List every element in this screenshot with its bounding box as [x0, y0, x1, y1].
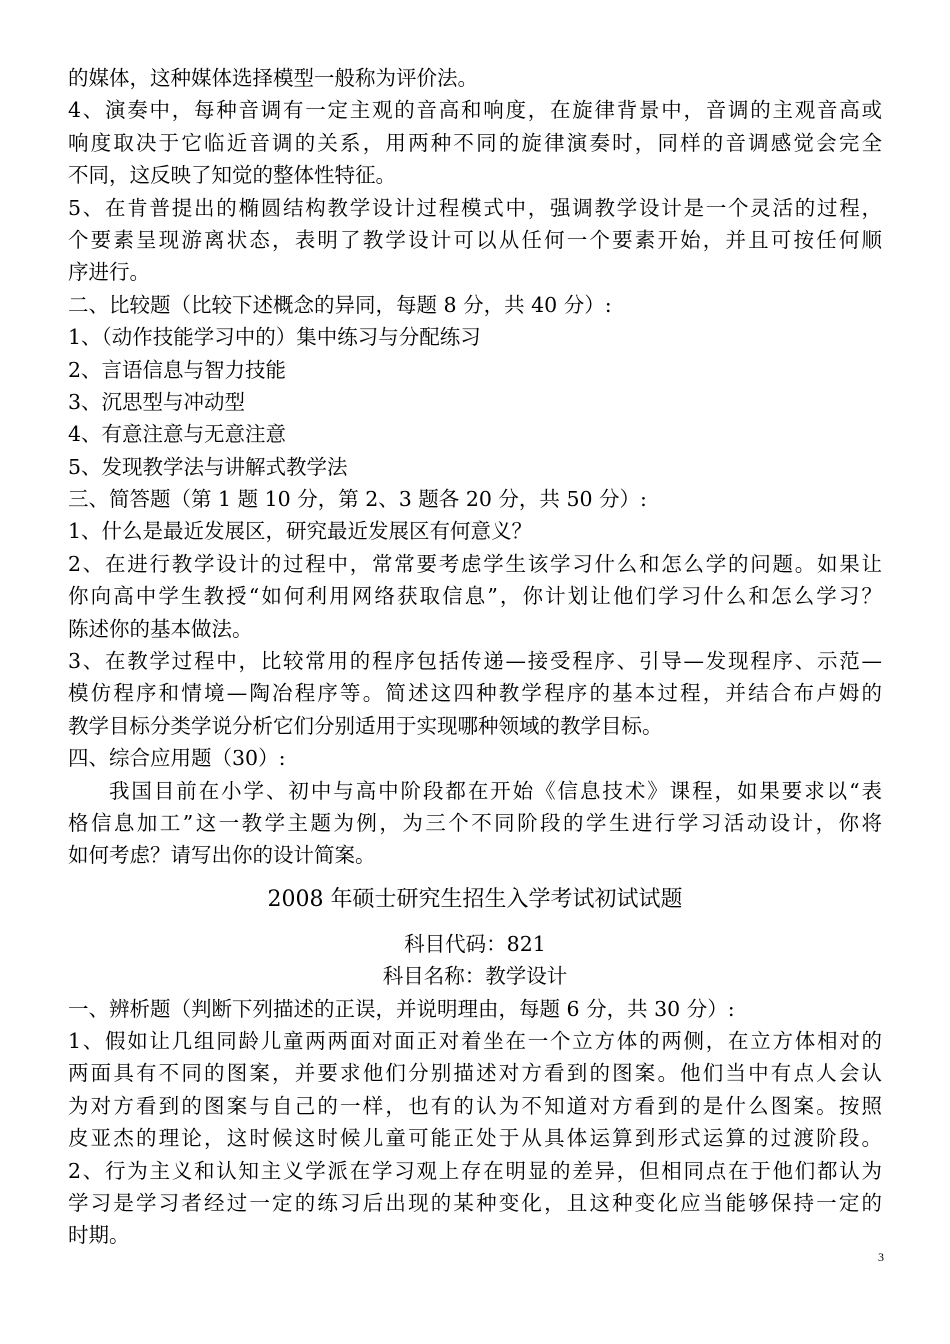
application-paragraph	[68, 775, 882, 872]
question-1: 1、什么是最近发展区，研究最近发展区有何意义？	[68, 519, 533, 544]
question-2	[68, 548, 882, 645]
section-heading-short-answer: 三、简答题（第 1 题 10 分，第 2、3 题各 20 分，共 50 分）:	[68, 487, 647, 512]
subject-code: 科目代码：821	[404, 931, 546, 956]
text-line: 我国目前在小学、初中与高中阶段都在开始《信息技术》课程，如果要求以“表	[109, 778, 882, 803]
comparison-list	[68, 321, 882, 483]
text-line: 不同，这反映了知觉的整体性特征。	[68, 163, 396, 188]
subject-name: 科目名称：教学设计	[382, 964, 568, 989]
text-line: 1、假如让几组同龄儿童两两面对面正对着坐在一个立方体的两侧，在立方体相对的	[68, 1028, 882, 1053]
text-line: 的媒体，这种媒体选择模型一般称为评价法。	[68, 66, 478, 90]
item-5-paragraph	[68, 192, 882, 289]
text-line: 5、在肯普提出的椭圆结构教学设计过程模式中，强调教学设计是一个灵活的过程，	[68, 195, 882, 220]
text-line: 模仿程序和情境—陶冶程序等。简述这四种教学程序的基本过程，并结合布卢姆的	[68, 681, 882, 706]
text-line: 两面具有不同的图案，并要求他们分别描述对方看到的图案。他们当中有点人会认	[68, 1061, 882, 1086]
text-line: 陈述你的基本做法。	[68, 616, 253, 641]
text-line: 时期。	[68, 1223, 130, 1248]
text-line: 格信息加工”这一教学主题为例，为三个不同阶段的学生进行学习活动设计，你将	[68, 810, 882, 835]
text-line: 学习是学习者经过一定的练习后出现的某种变化，且这种变化应当能够保持一定的	[68, 1190, 882, 1215]
text-line: 教学目标分类学说分析它们分别适用于实现哪种领域的教学目标。	[68, 713, 663, 738]
list-item: 4、有意注意与无意注意	[68, 422, 287, 447]
text-line: 如何考虑？请写出你的设计简案。	[68, 843, 376, 868]
exam-title: 2008 年硕士研究生招生入学考试初试试题	[267, 886, 683, 912]
text-line: 响度取决于它临近音调的关系，用两种不同的旋律演奏时，同样的音调感觉会完全	[68, 130, 882, 155]
section-heading-application: 四、综合应用题（30）:	[68, 746, 286, 771]
text-line: 序进行。	[68, 260, 150, 285]
text-line: 2、行为主义和认知主义学派在学习观上存在明显的差异，但相同点在于他们都认为	[68, 1158, 882, 1183]
list-item: 5、发现教学法与讲解式教学法	[68, 454, 348, 479]
question-3	[68, 645, 882, 742]
list-item: 3、沉思型与冲动型	[68, 389, 246, 414]
text-line: 3、在教学过程中，比较常用的程序包括传递—接受程序、引导—发现程序、示范—	[68, 649, 882, 674]
analysis-question-2	[68, 1155, 882, 1252]
text-line: 为对方看到的图案与自己的一样，也有的认为不知道对方看到的是什么图案。按照	[68, 1093, 882, 1118]
text-line: 个要素呈现游离状态，表明了教学设计可以从任何一个要素开始，并且可按任何顺	[68, 227, 882, 252]
section-heading-comparison: 二、比较题（比较下述概念的异同，每题 8 分，共 40 分）:	[68, 292, 612, 317]
list-item: 2、言语信息与智力技能	[68, 357, 287, 382]
document-page	[68, 62, 882, 1252]
section-heading-analysis: 一、辨析题（判断下列描述的正误，并说明理由，每题 6 分，共 30 分）:	[68, 996, 735, 1021]
item-4-paragraph	[68, 94, 882, 191]
list-item: 1、（动作技能学习中的）集中练习与分配练习	[68, 325, 481, 350]
page-number: 3	[878, 1250, 884, 1264]
analysis-question-1	[68, 1025, 882, 1155]
text-line: 皮亚杰的理论，这时候这时候儿童可能正处于从具体运算到形式运算的过渡阶段。	[68, 1126, 882, 1151]
text-line: 4、演奏中，每种音调有一定主观的音高和响度，在旋律背景中，音调的主观音高或	[68, 98, 882, 123]
text-line: 你向高中学生教授“如何利用网络获取信息”，你计划让他们学习什么和怎么学习？	[68, 584, 882, 609]
text-line: 2、在进行教学设计的过程中，常常要考虑学生该学习什么和怎么学的问题。如果让	[68, 551, 882, 576]
